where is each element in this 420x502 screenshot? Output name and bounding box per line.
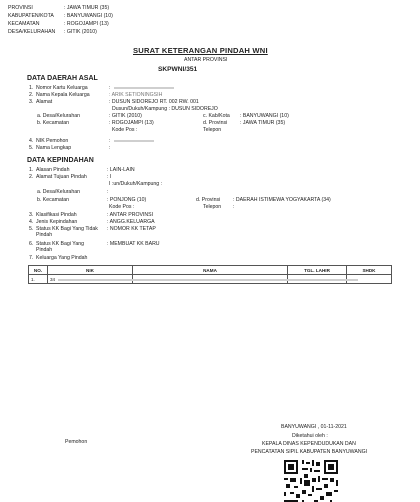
pindah-kecamatan-value: : PONJONG (10) — [107, 197, 147, 203]
header-desa-label: DESA/KELURAHAN — [8, 29, 56, 35]
pindah-telepon-label: Telepon — [203, 204, 222, 210]
asal-kodepos: Kode Pos : — [112, 127, 138, 133]
table-cell-no: 1. — [29, 275, 48, 284]
pindah-status-pindah-value: : MEMBUAT KK BARU — [107, 241, 160, 247]
header-kabupaten-value: : BANYUWANGI (10) — [64, 13, 113, 19]
pindah-status-pindah-no: 6. — [29, 241, 34, 247]
table-header-tgl-lahir: TGL. LAHIR — [288, 266, 347, 275]
pindah-kodepos: Kode Pos : — [109, 204, 135, 210]
pindah-status-tidak-value: : NOMOR KK TETAP — [107, 226, 156, 232]
asal-nama-label: Nama Lengkap — [36, 145, 72, 151]
asal-nama-value: : — [109, 145, 111, 151]
table-cell-nik: 34 — [48, 275, 133, 284]
section-asal-heading: DATA DAERAH ASAL — [27, 75, 98, 82]
qr-code-icon — [282, 458, 340, 502]
pindah-telepon-value: : — [233, 204, 235, 210]
asal-row2-value: : ARIK SETIONINGSIH — [109, 92, 163, 98]
pindah-jenis-no: 4. — [29, 219, 34, 225]
asal-row3-no: 3. — [29, 99, 34, 105]
document-subtitle: ANTAR PROVINSI — [184, 57, 228, 63]
pindah-provinsi-label: d. Provinsi — [196, 197, 221, 203]
pindah-alamat-no: 2. — [29, 174, 34, 180]
document-title: SURAT KETERANGAN PINDAH WNI — [133, 46, 268, 55]
asal-kabkota-value: : BANYUWANGI (10) — [240, 113, 289, 119]
table-header-nama: NAMA — [133, 266, 288, 275]
pindah-desa-value: : — [107, 189, 109, 195]
document-number: SKPWNI/351 — [158, 66, 198, 73]
header-kecamatan-value: : ROGOJAMPI (13) — [64, 21, 109, 27]
redacted-row-data — [58, 279, 358, 281]
asal-row1-no: 1. — [29, 85, 34, 91]
asal-row3-value: : DUSUN SIDOREJO RT. 002 RW. 001 — [109, 99, 199, 105]
pindah-status-tidak-no: 5. — [29, 226, 34, 232]
header-provinsi-label: PROVINSI — [8, 5, 33, 11]
pindah-status-tidak-label-2: Pindah — [36, 232, 53, 238]
asal-nik-value: : — [109, 138, 111, 144]
section-kepindahan-heading: DATA KEPINDAHAN — [27, 157, 94, 164]
asal-nik-label: NIK Pemohon — [36, 138, 69, 144]
pindah-provinsi-value: : DAERAH ISTIMEWA YOGYAKARTA (34) — [233, 197, 331, 203]
pindah-status-pindah-label: Status KK Bagi Yang — [36, 241, 84, 247]
signature-place-date: BANYUWANGI , 01-11-2021 — [281, 424, 347, 430]
asal-nik-no: 4. — [29, 138, 34, 144]
pindah-desa-label: a. Desa/Kelurahan — [37, 189, 80, 195]
pindah-jenis-label: Jenis Kepindahan — [36, 219, 78, 225]
header-kecamatan-label: KECAMATAN — [8, 21, 40, 27]
asal-provinsi-label: d. Provinsi — [203, 120, 228, 126]
pindah-jenis-value: : ANGG.KELUARGA — [107, 219, 155, 225]
pindah-status-tidak-label: Status KK Bagi Yang Tidak — [36, 226, 98, 232]
header-kabupaten-label: KABUPATEN/KOTA — [8, 13, 54, 19]
asal-kabkota-label: c. Kab/Kota — [203, 113, 230, 119]
asal-desa-value: : GITIK (2010) — [109, 113, 142, 119]
asal-row3-label: Alamat — [36, 99, 53, 105]
pindah-alamat-value: : I — [107, 174, 112, 180]
pindah-alasan-value: : LAIN-LAIN — [107, 167, 135, 173]
asal-row2-label: Nama Kepala Keluarga — [36, 92, 90, 98]
pindah-alasan-no: 1. — [29, 167, 34, 173]
asal-nama-no: 5. — [29, 145, 34, 151]
pindah-alasan-label: Alasan Pindah — [36, 167, 70, 173]
asal-telepon: Telepon — [203, 127, 222, 133]
family-table — [28, 265, 392, 284]
asal-kecamatan-value: : ROGOJAMPI (13) — [109, 120, 154, 126]
signature-diketahui: Diketahui oleh : — [292, 433, 328, 439]
redacted-kk-number — [114, 87, 174, 89]
asal-dusun: Dusun/Dukuh/Kampung : DUSUN SIDOREJO — [112, 106, 218, 112]
pindah-klasifikasi-no: 3. — [29, 212, 34, 218]
header-desa-value: : GITIK (2010) — [64, 29, 97, 35]
pindah-keluarga-label: Keluarga Yang Pindah — [36, 255, 88, 261]
pindah-keluarga-no: 7. — [29, 255, 34, 261]
signature-pemohon: Pemohon — [65, 439, 88, 445]
pindah-alamat-label: Alamat Tujuan Pindah — [36, 174, 87, 180]
signature-office-1: KEPALA DINAS KEPENDUDUKAN DAN — [262, 441, 356, 447]
redacted-nik — [114, 140, 154, 142]
signature-office-2: PENCATATAN SIPIL KABUPATEN BANYUWANGI — [251, 449, 368, 455]
pindah-klasifikasi-value: : ANTAR PROVINSI — [107, 212, 154, 218]
asal-kecamatan-label: b. Kecamatan — [37, 120, 70, 126]
asal-row1-value: : — [109, 85, 111, 91]
pindah-status-pindah-label-2: Pindah — [36, 247, 53, 253]
asal-row2-no: 2. — [29, 92, 34, 98]
table-header-shdk: SHDK — [347, 266, 392, 275]
pindah-kecamatan-label: b. Kecamatan — [37, 197, 70, 203]
asal-desa-label: a. Desa/Kelurahan — [37, 113, 80, 119]
pindah-klasifikasi-label: Klasifikasi Pindah — [36, 212, 77, 218]
table-header-nik: NIK — [48, 266, 133, 275]
table-header-no: NO. — [29, 266, 48, 275]
asal-row1-label: Nomor Kartu Keluarga — [36, 85, 88, 91]
pindah-dusun: I :un/Dukuh/Kampung : — [109, 181, 163, 187]
header-provinsi-value: : JAWA TIMUR (35) — [64, 5, 110, 11]
table-header-row — [29, 266, 392, 275]
asal-provinsi-value: : JAWA TIMUR (35) — [240, 120, 286, 126]
